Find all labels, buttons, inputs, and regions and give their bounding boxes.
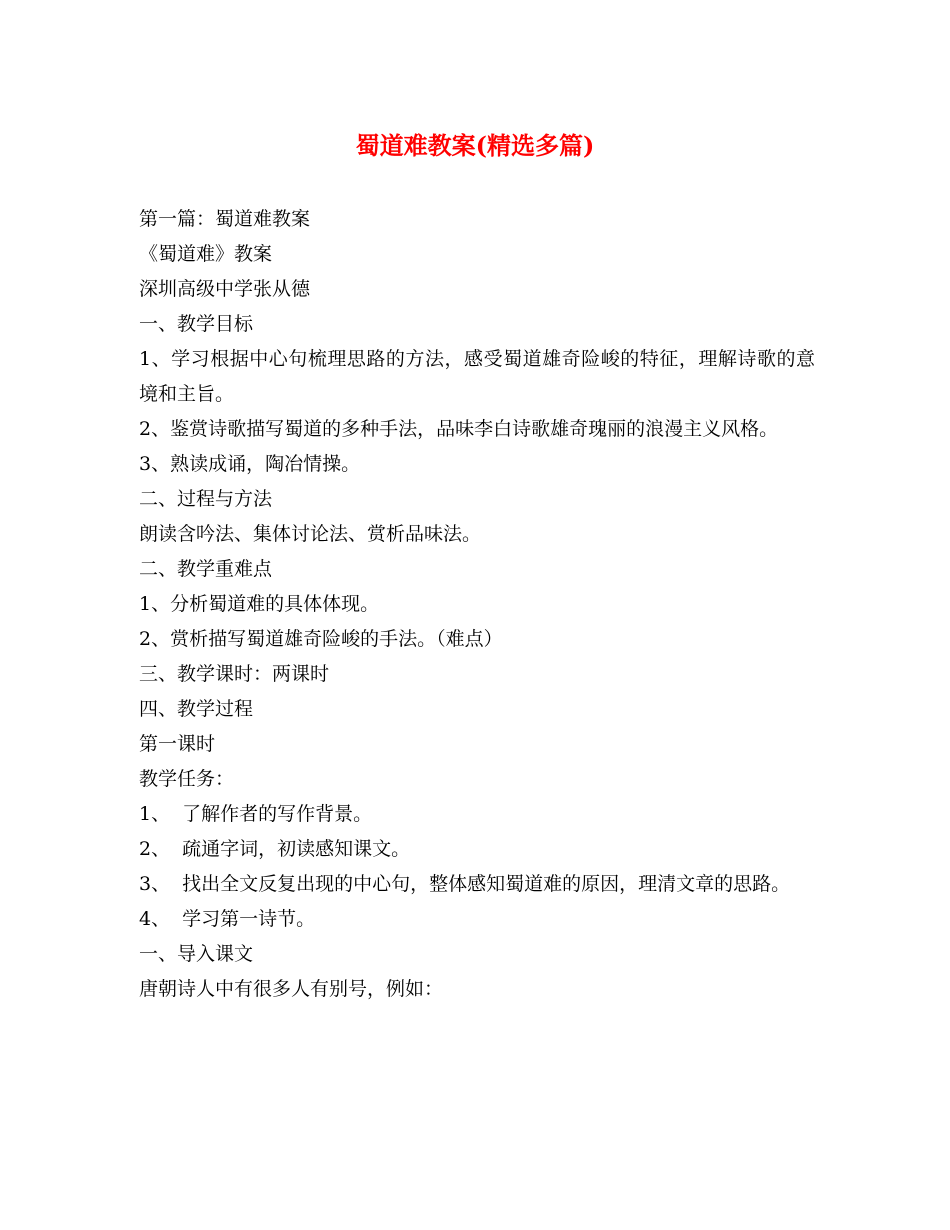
paragraph: 1、分析蜀道难的具体体现。 xyxy=(139,593,380,615)
list-item: 4、 学习第一诗节。 xyxy=(139,908,316,930)
list-item: 3、 找出全文反复出现的中心句，整体感知蜀道难的原因，理清文章的思路。 xyxy=(139,873,791,895)
document-body xyxy=(139,202,815,1007)
paragraph: 2、赏析描写蜀道雄奇险峻的手法。（难点） xyxy=(139,628,503,650)
paragraph: 朗读含吟法、集体讨论法、赏析品味法。 xyxy=(139,523,482,545)
paragraph: 2、鉴赏诗歌描写蜀道的多种手法，品味李白诗歌雄奇瑰丽的浪漫主义风格。 xyxy=(139,418,779,440)
paragraph: 3、熟读成诵，陶冶情操。 xyxy=(139,453,361,475)
heading-process-method: 二、过程与方法 xyxy=(139,488,273,510)
subtitle: 《蜀道难》教案 xyxy=(139,243,273,265)
section-heading: 第一篇：蜀道难教案 xyxy=(139,208,311,230)
list-item: 2、 疏通字词，初读感知课文。 xyxy=(139,838,411,860)
heading-key-points: 二、教学重难点 xyxy=(139,558,273,580)
heading-teaching-goals: 一、教学目标 xyxy=(139,313,254,335)
paragraph: 1、学习根据中心句梳理思路的方法，感受蜀道雄奇险峻的特征，理解诗歌的意境和主旨。 xyxy=(139,348,815,405)
paragraph: 唐朝诗人中有很多人有别号，例如： xyxy=(139,978,444,1000)
list-item: 1、 了解作者的写作背景。 xyxy=(139,803,373,825)
heading-class-hours: 三、教学课时：两课时 xyxy=(139,663,330,685)
lesson-heading: 第一课时 xyxy=(139,733,216,755)
heading-introduction: 一、导入课文 xyxy=(139,943,254,965)
heading-teaching-process: 四、教学过程 xyxy=(139,698,254,720)
author-line: 深圳高级中学张从德 xyxy=(139,278,311,300)
task-heading: 教学任务： xyxy=(139,768,235,790)
document-title: 蜀道难教案(精选多篇) xyxy=(355,131,595,160)
